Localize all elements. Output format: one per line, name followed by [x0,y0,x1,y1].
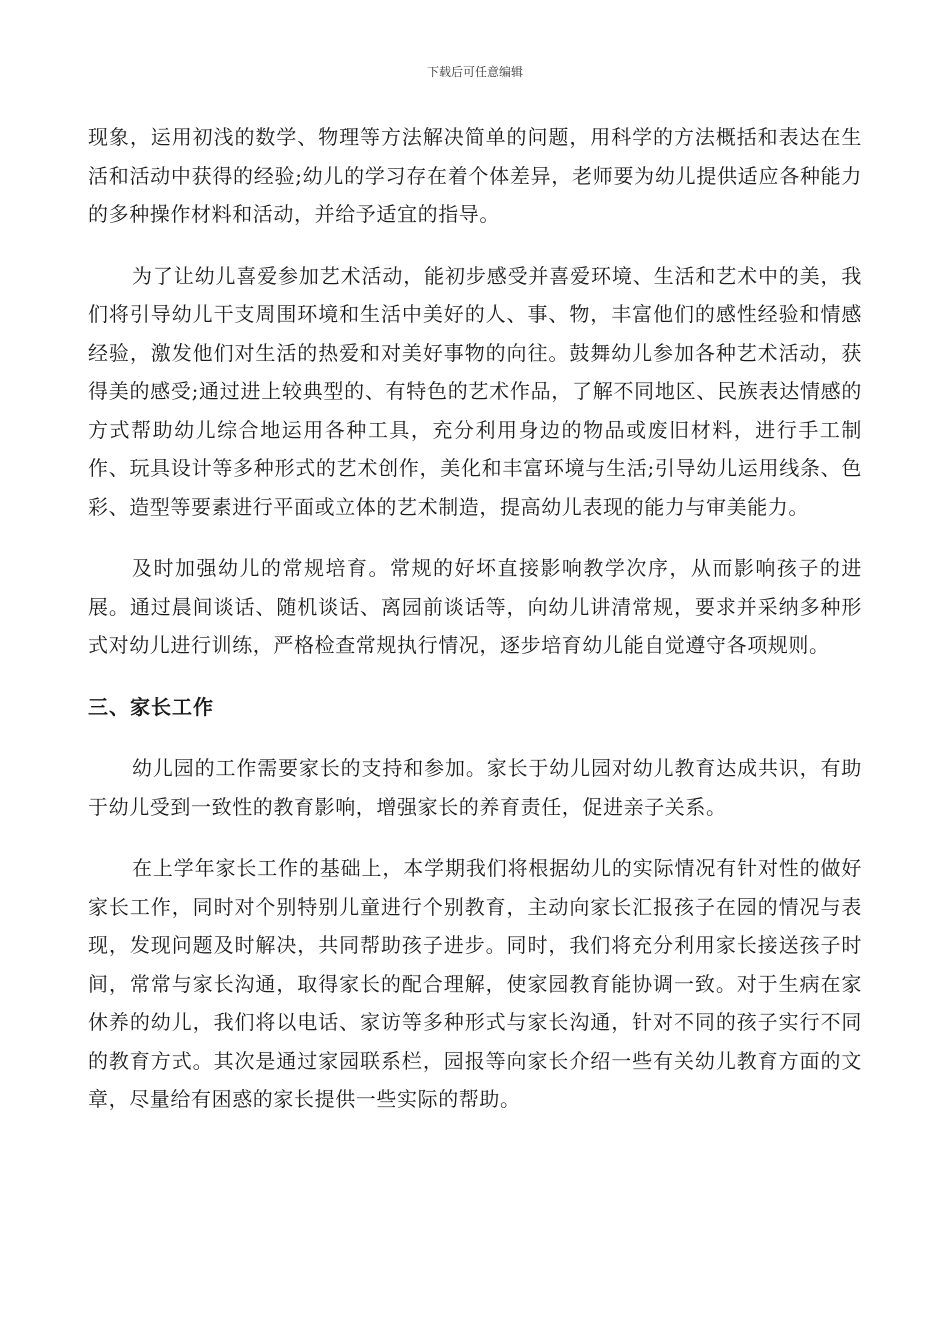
paragraph-routine-training: 及时加强幼儿的常规培育。常规的好坏直接影响教学次序，从而影响孩子的进展。通过晨间谈话、随机谈话、离园前谈话等，向幼儿讲清常规，要求并采纳多种形式对幼儿进行训练，严格检查常规执行情况，逐步培育幼儿能自觉遵守各项规则。 [88,556,862,657]
page-header: 下载后可任意编辑 [426,65,523,79]
paragraph-parent-support: 幼儿园的工作需要家长的支持和参加。家长于幼儿园对幼儿教育达成共识，有助于幼儿受到一致性的教育影响，增强家长的养育责任，促进亲子关系。 [88,756,862,819]
section-heading: 三、家长工作 [88,694,214,719]
paragraph-continuation: 现象，运用初浅的数学、物理等方法解决简单的问题，用科学的方法概括和表达在生活和活动中获得的经验;幼儿的学习存在着个体差异，老师要为幼儿提供适应各种能力的多种操作材料和活动，并给予适宜的指导。 [88,125,862,226]
paragraph-art-activities: 为了让幼儿喜爱参加艺术活动，能初步感受并喜爱环境、生活和艺术中的美，我们将引导幼儿干支周围环境和生活中美好的人、事、物，丰富他们的感性经验和情感经验，激发他们对生活的热爱和对美好事物的向往。鼓舞幼儿参加各种艺术活动，获得美的感受;通过进上较典型的、有特色的艺术作品，了解不同地区、民族表达情感的方式帮助幼儿综合地运用各种工具，充分利用身边的物品或废旧材料，进行手工制作、玩具设计等多种形式的艺术创作，美化和丰富环境与生活;引导幼儿运用线条、色彩、造型等要素进行平面或立体的艺术制造，提高幼儿表现的能力与审美能力。 [88,263,862,519]
document-body [88,118,862,1119]
paragraph-parent-communication: 在上学年家长工作的基础上，本学期我们将根据幼儿的实际情况有针对性的做好家长工作，同时对个别特别儿童进行个别教育，主动向家长汇报孩子在园的情况与表现，发现问题及时解决，共同帮助孩子进步。同时，我们将充分利用家长接送孩子时间，常常与家长沟通，取得家长的配合理解，使家园教育能协调一致。对于生病在家休养的幼儿，我们将以电话、家访等多种形式与家长沟通，针对不同的孩子实行不同的教育方式。其次是通过家园联系栏，园报等向家长介绍一些有关幼儿教育方面的文章，尽量给有困惑的家长提供一些实际的帮助。 [88,856,862,1111]
